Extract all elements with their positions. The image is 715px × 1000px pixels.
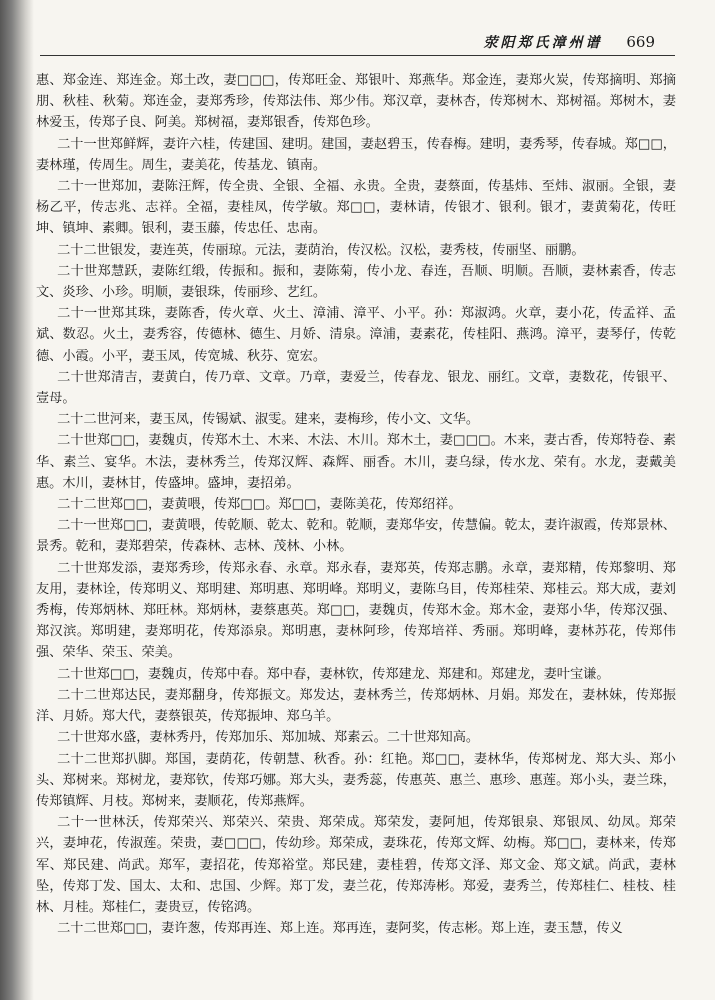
paragraph: 二十一世郑□□，妻黄喂，传乾顺、乾太、乾和。乾顺，妻郑华安，传慧偏。乾太，妻许淑霞，传郑景林、景秀。乾和，妻郑碧荣，传森林、志林、茂林、小林。 <box>36 518 676 555</box>
paragraph: 二十二世郑扒脚。郑国，妻荫花，传朝慧、秋香。孙：红艳。郑□□，妻林华，传郑树龙、郑大头、郑小头、郑树来。郑树龙，妻郑钦，传郑巧娜。郑大头，妻秀蕊，传惠英、惠兰、惠珍、惠莲。郑小头，妻兰珠，传郑镇辉、月枝。郑树来，妻顺花，传郑燕辉。 <box>36 751 676 809</box>
page-number: 669 <box>626 33 655 51</box>
genealogy-text-body <box>36 70 676 939</box>
paragraph: 二十世郑慧跃，妻陈红缎，传振和。振和，妻陈菊，传小龙、春连，吾顺、明顺。吾顺，妻林素香，传志文、炎珍、小珍。明顺，妻银珠，传丽珍、艺红。 <box>36 263 676 301</box>
header-title: 荥阳郑氏漳州谱 <box>483 35 603 51</box>
paragraph: 二十一世郑鲜辉，妻许六桂，传建国、建明。建国，妻赵碧玉，传春梅。建明，妻秀琴，传春城。郑□□，妻林瑾，传周生。周生，妻美花，传基龙、镇南。 <box>36 136 676 173</box>
paragraph: 二十二世郑□□，妻许葱，传郑再连、郑上连。郑再连，妻阿奖，传志彬。郑上连，妻玉慧，传义 <box>57 921 623 937</box>
paragraph: 惠、郑金连、郑连金。郑土改，妻□□□，传郑旺金、郑银叶、郑燕华。郑金连，妻郑火炭，传郑摘明、郑摘朋、秋桂、秋菊。郑连金，妻郑秀珍，传郑法伟、郑少伟。郑汉章，妻林杏，传郑树木、郑树福。郑树木，妻林爱玉，传郑子良、阿美。郑树福，妻郑银香，传郑色珍。 <box>36 73 676 131</box>
paragraph: 二十二世郑达民，妻郑翻身，传郑振文。郑发达，妻林秀兰，传郑炳林、月娟。郑发在，妻林妹，传郑振洋、月娇。郑大代，妻蔡银英，传郑振坤、郑乌羊。 <box>36 687 676 725</box>
paragraph: 二十二世银发，妻连英，传丽琼。元法，妻荫治，传汉松。汉松，妻秀枝，传丽坚、丽鹏。 <box>57 242 585 258</box>
paragraph: 二十世郑□□，妻魏贞，传郑木土、木来、木法、木川。郑木土，妻□□□。木来，妻古香，传郑特卷、素华、素兰、宴华。木法，妻林秀兰，传郑汉辉、森辉、丽香。木川，妻乌绿，传水龙、荣有。水龙，妻戴美惠。木川，妻林甘，传盛坤。盛坤，妻招弟。 <box>36 433 676 491</box>
header-rule <box>40 55 675 56</box>
paragraph: 二十一世郑其珠，妻陈香，传火章、火土、漳浦、漳平、小平。孙：郑淑鸿。火章，妻小花，传孟祥、孟斌、数忍。火土，妻秀容，传德林、德生、月娇、清泉。漳浦，妻素花，传桂阳、燕鸿。漳平，妻琴仔，传乾德、小霞。小平，妻玉凤，传宽城、秋芬、宽宏。 <box>36 306 676 364</box>
paragraph: 二十世郑□□，妻魏贞，传郑中春。郑中春，妻林钦，传郑建龙、郑建和。郑建龙，妻叶宝谦。 <box>57 666 610 682</box>
paragraph: 二十一世林沃，传郑荣兴、郑荣兴、荣贵、郑荣成。郑荣发，妻阿旭，传郑银泉、郑银凤、幼凤。郑荣兴，妻坤花，传淑莲。荣贵，妻□□□，传幼珍。郑荣成，妻珠花，传郑文辉、幼梅。郑□□，妻林来，传郑军、郑民建、尚武。郑军，妻招花，传郑裕堂。郑民建，妻桂碧，传郑文泽、郑文金、郑文斌。尚武，妻林坠，传郑丁发、国太、太和、忠国、少辉。郑丁发，妻兰花，传郑涛彬。郑爱，妻秀兰，传郑桂仁、桂枝、桂林、月桂。郑桂仁，妻贵豆，传铭鸿。 <box>36 815 676 915</box>
paragraph: 二十二世河来，妻玉凤，传锡斌、淑雯。建来，妻梅珍，传小文、文华。 <box>57 412 480 428</box>
running-header <box>483 32 655 52</box>
paragraph: 二十世郑发添，妻郑秀珍，传郑永春、永章。郑永春，妻郑英，传郑志鹏。永章，妻郑精，传郑黎明、郑友用，妻林诠，传郑明义、郑明建、郑明惠、郑明峰。郑明义，妻陈乌目，传郑桂荣、郑桂云。郑大成，妻刘秀梅，传郑炳林、郑旺林。郑炳林，妻蔡惠英。郑□□，妻魏贞，传郑木金。郑木金，妻郑小华，传郑汉强、郑汉滨。郑明建，妻郑明花，传郑添泉。郑明惠，妻林阿珍，传郑培祥、秀丽。郑明峰，妻林苏花，传郑伟强、荣华、荣玉、荣美。 <box>36 560 676 661</box>
paragraph: 二十二世郑□□，妻黄喂，传郑□□。郑□□，妻陈美花，传郑绍祥。 <box>57 497 462 513</box>
paragraph: 二十一世郑加，妻陈汪辉，传全贵、全银、全福、永贵。全贵，妻蔡面，传基炜、至炜、淑丽。全银，妻杨乙平，传志兆、志祥。全福，妻桂凤，传学敏。郑□□，妻林请，传银才、银利。银才，妻黄菊花，传旺坤、镇坤、素卿。银利，妻玉藤，传忠任、忠南。 <box>36 179 676 237</box>
paragraph: 二十世郑清吉，妻黄白，传乃章、文章。乃章，妻爱兰，传春龙、银龙、丽红。文章，妻数花，传银平、壹母。 <box>36 369 676 407</box>
paragraph: 二十世郑水盛，妻林秀丹，传郑加乐、郑加城、郑素云。二十世郑知高。 <box>57 730 480 746</box>
